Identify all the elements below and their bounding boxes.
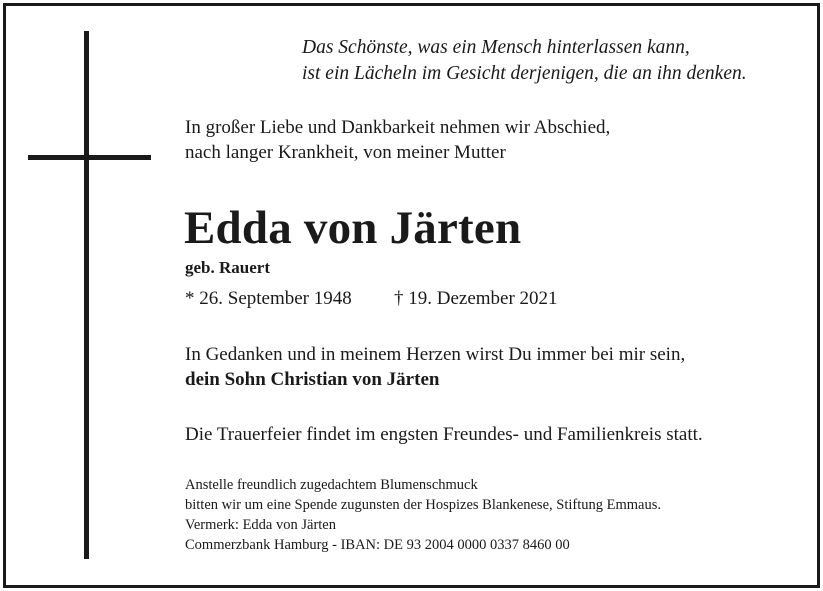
remembrance-line: In Gedanken und in meinem Herzen wirst Du immer bei mir sein, [185,344,686,365]
death-date: † 19. Dezember 2021 [394,288,558,309]
remembrance-text [185,342,685,392]
epigraph-quote [302,35,747,87]
donation-note [185,475,661,555]
birth-date: * 26. September 1948 [185,288,352,309]
intro-text [185,115,610,165]
intro-line-1: In großer Liebe und Dankbarkeit nehmen wir Abschied, [185,117,611,138]
maiden-name: geb. Rauert [185,258,270,277]
donation-line-1: Anstelle freundlich zugedachtem Blumenschmuck [185,477,478,493]
donation-line-3: Vermerk: Edda von Järten [185,517,336,533]
donation-line-4: Commerzbank Hamburg - IBAN: DE 93 2004 0000 0337 8460 00 [185,537,570,553]
donation-line-2: bitten wir um eine Spende zugunsten der Hospizes Blankenese, Stiftung Emmaus. [185,497,661,513]
quote-line-2: ist ein Lächeln im Gesicht derjenigen, die an ihn denken. [302,63,747,84]
cross-vertical-bar [84,31,89,559]
ceremony-note: Die Trauerfeier findet im engsten Freundes- und Familienkreis statt. [185,424,703,445]
deceased-name: Edda von Järten [184,202,522,254]
cross-horizontal-bar [28,155,151,160]
mourner-signature: dein Sohn Christian von Järten [185,369,440,390]
quote-line-1: Das Schönste, was ein Mensch hinterlassen kann, [302,37,690,58]
intro-line-2: nach langer Krankheit, von meiner Mutter [185,142,506,163]
